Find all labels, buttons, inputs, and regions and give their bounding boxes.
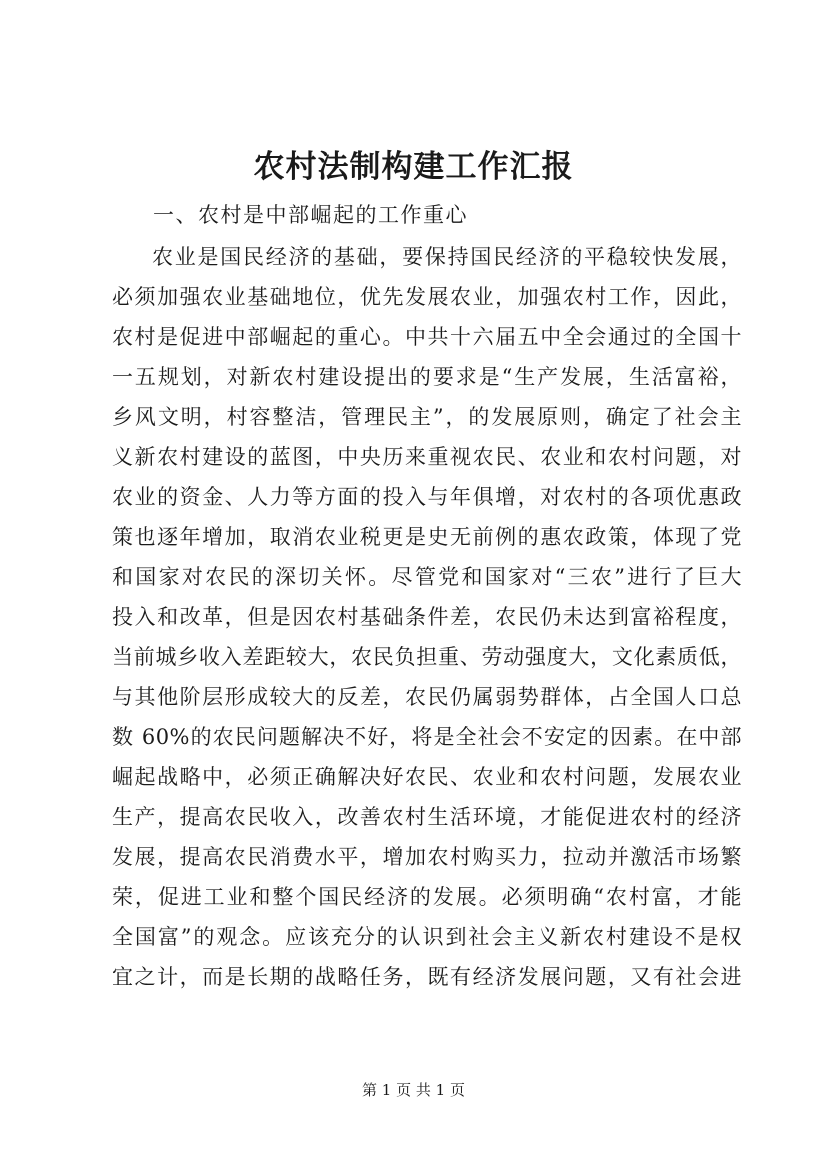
body-line: 发展，提高农民消费水平，增加农村购买力，拉动并激活市场繁 <box>112 845 742 869</box>
body-line: 崛起战略中，必须正确解决好农民、农业和农村问题，发展农业 <box>112 765 742 789</box>
body-paragraph <box>112 237 742 997</box>
section-heading: 一、农村是中部崛起的工作重心 <box>153 203 468 227</box>
body-line: 投入和改革，但是因农村基础条件差，农民仍未达到富裕程度， <box>112 605 742 629</box>
body-line: 和国家对农民的深切关怀。尽管党和国家对“三农”进行了巨大 <box>112 565 742 589</box>
body-line: 荣，促进工业和整个国民经济的发展。必须明确“农村富，才能 <box>112 885 742 909</box>
body-line: 必须加强农业基础地位，优先发展农业，加强农村工作，因此， <box>112 285 742 309</box>
body-line: 与其他阶层形成较大的反差，农民仍属弱势群体，占全国人口总 <box>112 685 742 709</box>
body-line: 宜之计，而是长期的战略任务，既有经济发展问题，又有社会进 <box>112 965 742 989</box>
body-line: 策也逐年增加，取消农业税更是史无前例的惠农政策，体现了党 <box>112 525 742 549</box>
body-line: 生产，提高农民收入，改善农村生活环境，才能促进农村的经济 <box>112 805 742 829</box>
body-line: 农村是促进中部崛起的重心。中共十六届五中全会通过的全国十 <box>112 325 742 349</box>
body-line: 一五规划，对新农村建设提出的要求是“生产发展，生活富裕， <box>112 365 742 389</box>
page-footer: 第 1 页 共 1 页 <box>362 1081 465 1099</box>
body-line: 乡风文明，村容整洁，管理民主”，的发展原则，确定了社会主 <box>112 405 742 429</box>
document-title: 农村法制构建工作汇报 <box>253 149 574 185</box>
body-line: 农业的资金、人力等方面的投入与年俱增，对农村的各项优惠政 <box>112 485 742 509</box>
body-line: 当前城乡收入差距较大，农民负担重、劳动强度大，文化素质低， <box>112 645 742 669</box>
body-line: 数 60%的农民问题解决不好，将是全社会不安定的因素。在中部 <box>112 725 742 749</box>
body-line: 全国富”的观念。应该充分的认识到社会主义新农村建设不是权 <box>112 925 742 949</box>
body-line: 义新农村建设的蓝图，中央历来重视农民、农业和农村问题，对 <box>112 445 742 469</box>
body-line: 农业是国民经济的基础，要保持国民经济的平稳较快发展， <box>152 245 742 269</box>
